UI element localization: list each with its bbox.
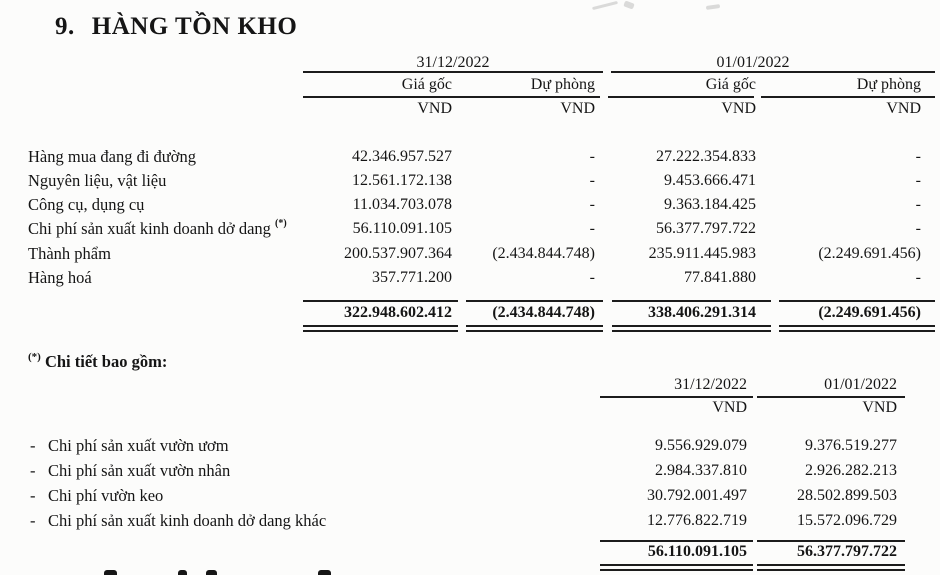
row-label: Thành phẩm: [28, 244, 111, 263]
unit-label: VND: [417, 100, 452, 117]
cell-value: 235.911.445.983: [648, 245, 756, 262]
table1-col-header: Dự phòng: [856, 76, 921, 93]
table1-total-double-rule: [466, 325, 603, 332]
cutoff-text-fragment: [206, 570, 217, 575]
table2-rule-under-date-2: [757, 396, 905, 398]
cell-value: 12.776.822.719: [647, 512, 747, 529]
cell-value: (2.434.844.748): [492, 245, 595, 262]
table1-total-rule: [612, 300, 771, 302]
table-row: [28, 148, 935, 167]
cell-value: 27.222.354.833: [656, 148, 756, 165]
total-value: 56.110.091.105: [647, 543, 747, 560]
table-row: [28, 269, 935, 288]
cell-value: -: [915, 172, 921, 189]
row-label: Chi phí sản xuất vườn ươm: [48, 436, 229, 455]
table1-date-col-group-1: 31/12/2022: [416, 54, 490, 71]
bullet-dash: -: [30, 511, 36, 530]
table2-total-double-rule: [757, 564, 905, 571]
table2-unit-row: [28, 399, 905, 417]
table-row: [28, 462, 905, 481]
cell-value: 11.034.703.078: [352, 196, 452, 213]
scan-artifact: [706, 4, 720, 10]
table-row: [28, 172, 935, 191]
total-value: 322.948.602.412: [344, 304, 452, 321]
cell-value: 56.110.091.105: [352, 220, 452, 237]
cell-value: -: [915, 220, 921, 237]
table1-total-double-rule: [303, 325, 458, 332]
footnote-heading: (*) Chi tiết bao gồm:: [28, 351, 168, 371]
unit-label: VND: [560, 100, 595, 117]
table2-rule-under-date-1: [600, 396, 753, 398]
unit-label: VND: [862, 399, 897, 416]
table-row: [28, 487, 905, 506]
table-row: [28, 245, 935, 264]
cell-value: 2.926.282.213: [805, 462, 897, 479]
cell-value: 9.363.184.425: [664, 196, 756, 213]
table1-col-header: Giá gốc: [705, 76, 756, 93]
table1-total-rule: [466, 300, 603, 302]
bullet-dash: -: [30, 486, 36, 505]
cell-value: 357.771.200: [372, 269, 452, 286]
table-row: [28, 437, 905, 456]
cell-value: -: [589, 220, 595, 237]
footnote-marker: (*): [275, 218, 287, 229]
unit-label: VND: [721, 100, 756, 117]
cell-value: 12.561.172.138: [352, 172, 452, 189]
row-label: Chi phí sản xuất kinh doanh dở dang khác: [48, 511, 327, 530]
table2-total-rule: [600, 540, 753, 542]
table1-col-header: Dự phòng: [530, 76, 595, 93]
table-row: [28, 220, 935, 239]
total-value: 338.406.291.314: [648, 304, 756, 321]
scan-artifact: [592, 1, 618, 10]
row-label: Hàng hoá: [28, 268, 92, 287]
bullet-dash: -: [30, 436, 36, 455]
section-number: 9.: [55, 13, 75, 40]
table1-rule-under-date-1: [303, 71, 603, 73]
cell-value: 15.572.096.729: [797, 512, 897, 529]
table1-unit-row: [28, 100, 935, 118]
cell-value: 9.376.519.277: [805, 437, 897, 454]
table1-subheader-row: [28, 76, 935, 94]
table1-total-rule: [303, 300, 458, 302]
table1-rule-under-date-2: [611, 71, 935, 73]
cell-value: 9.556.929.079: [655, 437, 747, 454]
unit-label: VND: [886, 100, 921, 117]
table2-total-double-rule: [600, 564, 753, 571]
cell-value: -: [589, 172, 595, 189]
section-title: [55, 13, 297, 41]
table2-date-col-2: 01/01/2022: [824, 376, 897, 393]
cell-value: -: [915, 196, 921, 213]
cell-value: 42.346.957.527: [352, 148, 452, 165]
cell-value: 30.792.001.497: [647, 487, 747, 504]
table1-total-row: [28, 304, 935, 322]
row-label: Hàng mua đang đi đường: [28, 147, 196, 166]
cell-value: 56.377.797.722: [656, 220, 756, 237]
cell-value: 77.841.880: [684, 269, 756, 286]
row-label: Nguyên liệu, vật liệu: [28, 171, 167, 190]
table1-date-col-group-2: 01/01/2022: [716, 54, 790, 71]
footnote-marker: (*): [28, 351, 41, 363]
cutoff-text-fragment: [104, 570, 117, 575]
row-label: Chi phí sản xuất kinh doanh dở dang (*): [28, 218, 287, 238]
table2-date-row: [28, 376, 905, 394]
table1-col-header: Giá gốc: [401, 76, 452, 93]
table-row: [28, 512, 905, 531]
total-value: (2.249.691.456): [818, 304, 921, 321]
cell-value: -: [915, 269, 921, 286]
total-value: (2.434.844.748): [492, 304, 595, 321]
cell-value: 28.502.899.503: [797, 487, 897, 504]
cell-value: 200.537.907.364: [344, 245, 452, 262]
total-value: 56.377.797.722: [797, 543, 897, 560]
table1-rule-under-subheader-2: [608, 96, 754, 98]
table1-total-rule: [779, 300, 935, 302]
cell-value: -: [589, 269, 595, 286]
scan-artifact: [623, 0, 634, 9]
table2-date-col-1: 31/12/2022: [674, 376, 747, 393]
table-row: [28, 196, 935, 215]
cell-value: 9.453.666.471: [664, 172, 756, 189]
cell-value: 2.984.337.810: [655, 462, 747, 479]
table1-rule-under-subheader-1: [303, 96, 600, 98]
cell-value: -: [915, 148, 921, 165]
table2-total-rule: [757, 540, 905, 542]
unit-label: VND: [712, 399, 747, 416]
row-label: Công cụ, dụng cụ: [28, 195, 145, 214]
cutoff-text-fragment: [178, 570, 187, 575]
row-label: Chi phí vườn keo: [48, 486, 164, 505]
table1-rule-under-subheader-3: [761, 96, 935, 98]
bullet-dash: -: [30, 461, 36, 480]
section-title-text: HÀNG TỒN KHO: [91, 13, 298, 40]
table1-total-double-rule: [612, 325, 771, 332]
cell-value: (2.249.691.456): [818, 245, 921, 262]
table1-total-double-rule: [779, 325, 935, 332]
cutoff-text-fragment: [318, 570, 331, 575]
table2-total-row: [28, 543, 905, 561]
cell-value: -: [589, 196, 595, 213]
row-label: Chi phí sản xuất vườn nhân: [48, 461, 231, 480]
cell-value: -: [589, 148, 595, 165]
